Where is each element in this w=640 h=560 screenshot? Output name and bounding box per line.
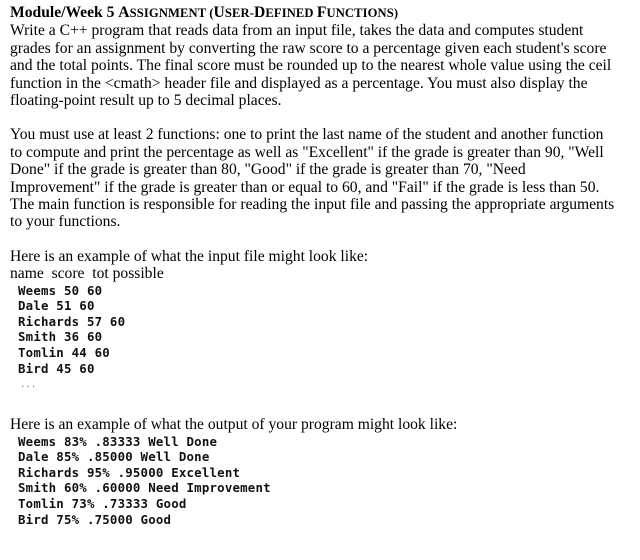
input-row: Smith 36 60 xyxy=(18,329,103,345)
input-row: Richards 57 60 xyxy=(18,313,126,329)
requirements-line: You must use at least 2 functions: one to print the last name of the student and another function xyxy=(10,126,604,144)
requirements-line: Improvement" if the grade is greater than or equal to 60, and "Fail" if the grade is less than 50. xyxy=(10,178,600,196)
requirements-paragraph xyxy=(10,126,636,230)
intro-paragraph xyxy=(10,22,636,109)
output-row: Richards 95% .95000 Excellent xyxy=(18,464,241,480)
assignment-title xyxy=(10,4,636,22)
input-columns-header: name score tot possible xyxy=(10,265,164,283)
input-intro-text: Here is an example of what the input file might look like: xyxy=(10,247,369,265)
input-row: Weems 50 60 xyxy=(18,282,103,298)
paragraph-spacer xyxy=(10,231,636,248)
intro-line: and the total points. The final score must be rounded up to the nearest whole value using the ceil xyxy=(10,57,612,75)
output-row: Dale 85% .85000 Well Done xyxy=(18,449,210,465)
paragraph-spacer xyxy=(10,400,636,416)
requirements-line: Done" if the grade is greater than 80, "Good" if the grade is greater than 70, "Need xyxy=(10,161,526,179)
title-smallcaps: ASSIGNMENT (USER-DEFINED FUNCTIONS) xyxy=(118,4,399,21)
input-row: Tomlin 44 60 xyxy=(18,345,110,361)
output-intro-text: Here is an example of what the output of your program might look like: xyxy=(10,416,458,434)
assignment-document xyxy=(10,4,636,527)
program-output-sample xyxy=(18,434,636,528)
requirements-line: to compute and print the percentage as well as "Excellent" if the grade is greater than 90, "Well xyxy=(10,143,604,161)
output-row: Smith 60% .60000 Need Improvement xyxy=(18,480,271,496)
intro-line: Write a C++ program that reads data from an input file, takes the data and computes student xyxy=(10,22,584,40)
continuation-ellipsis: ... xyxy=(20,380,37,391)
input-file-sample xyxy=(18,283,636,377)
input-example-intro xyxy=(10,248,636,283)
requirements-line: The main function is responsible for reading the input file and passing the appropriate arguments xyxy=(10,196,615,214)
title-prefix: Module/Week 5 xyxy=(10,4,119,21)
intro-line: function in the <cmath> header file and displayed as a percentage. You must also display the xyxy=(10,74,588,92)
input-row: Bird 45 60 xyxy=(18,360,95,376)
output-example-intro xyxy=(10,416,636,433)
output-row: Tomlin 73% .73333 Good xyxy=(18,496,187,512)
paragraph-spacer xyxy=(10,109,636,126)
intro-line: grades for an assignment by converting the raw score to a percentage given each student's score xyxy=(10,39,607,57)
requirements-line: to your functions. xyxy=(10,213,121,231)
intro-line: floating-point result up to 5 decimal places. xyxy=(10,92,282,110)
output-row: Bird 75% .75000 Good xyxy=(18,511,172,527)
input-row: Dale 51 60 xyxy=(18,298,95,314)
output-row: Weems 83% .83333 Well Done xyxy=(18,433,218,449)
